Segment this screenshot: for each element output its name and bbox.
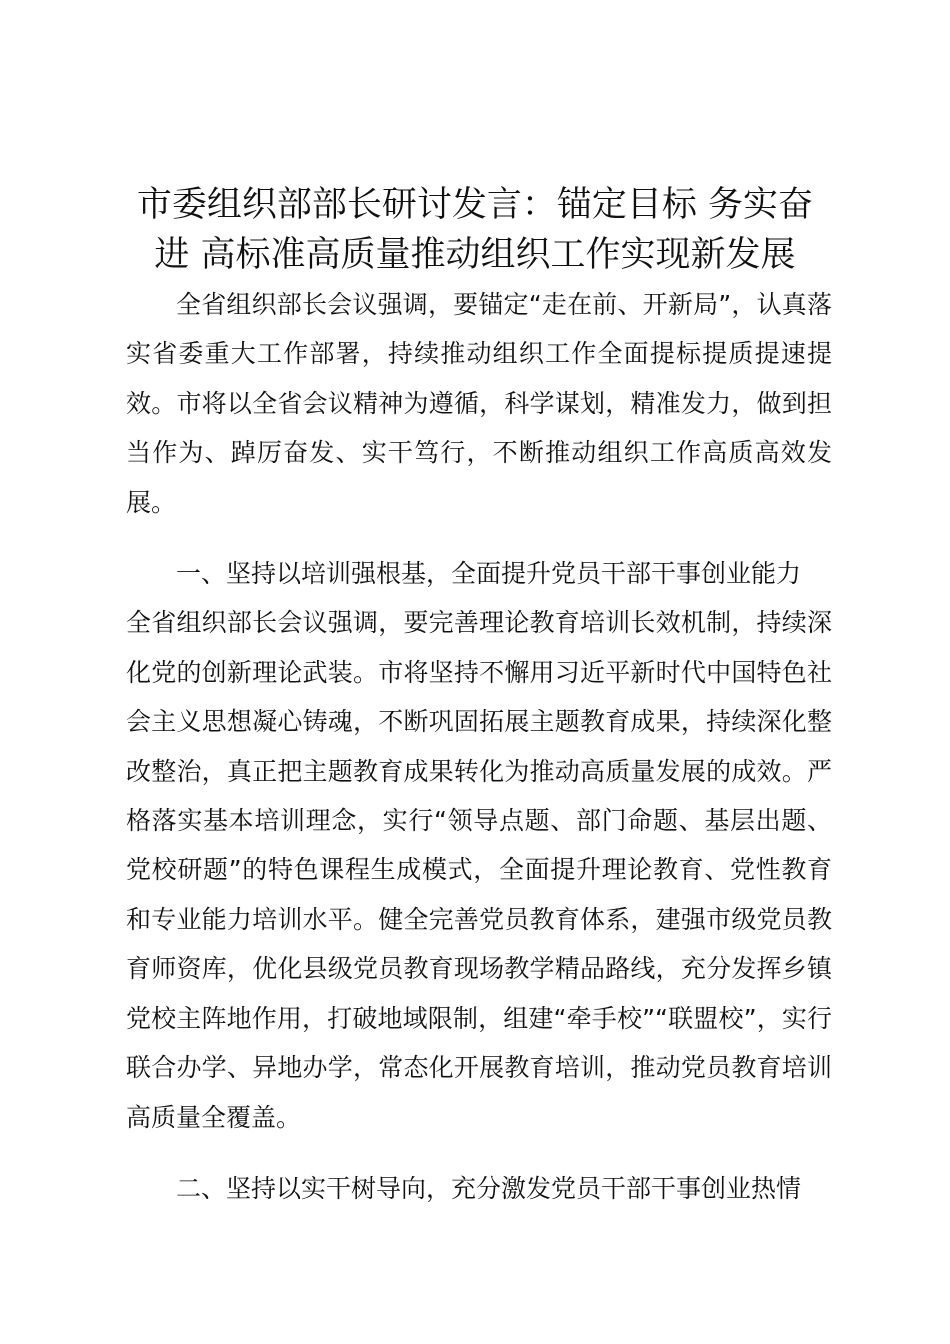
title-line-1: 市委组织部部长研讨发言：锚定目标 务实奋 xyxy=(136,185,814,225)
document-body xyxy=(126,280,832,1213)
section-1-heading: 一、坚持以培训强根基，全面提升党员干部干事创业能力 xyxy=(176,559,802,589)
document-title xyxy=(110,180,840,280)
title-line-2: 进 高标准高质量推动组织工作实现新发展 xyxy=(154,235,796,275)
section-1-paragraph: 全省组织部长会议强调，要完善理论教育培训长效机制，持续深化党的创新理论武装。市将坚持不懈用习近平新时代中国特色社会主义思想凝心铸魂，不断巩固拓展主题教育成果，持续深化整改整治，真正把主题教育成果转化为推动高质量发展的成效。严格落实基本培训理念，实行“领导点题、部门命题、基层出题、党校研题”的特色课程生成模式，全面提升理论教育、党性教育和专业能力培训水平。健全完善党员教育体系，建强市级党员教育师资库，优化县级党员教育现场教学精品路线，充分发挥乡镇党校主阵地作用，打破地域限制，组建“牵手校”“联盟校”，实行联合办学、异地办学，常态化开展教育培训，推动党员教育培训高质量全覆盖。 xyxy=(126,608,832,1132)
section-2-heading: 二、坚持以实干树导向，充分激发党员干部干事创业热情 xyxy=(176,1173,802,1203)
intro-paragraph: 全省组织部长会议强调，要锚定“走在前、开新局”，认真落实省委重大工作部署，持续推动组织工作全面提标提质提速提效。市将以全省会议精神为遵循，科学谋划，精准发力，做到担当作为、踔厉奋发、实干笃行，不断推动组织工作高质高效发展。 xyxy=(126,290,832,517)
